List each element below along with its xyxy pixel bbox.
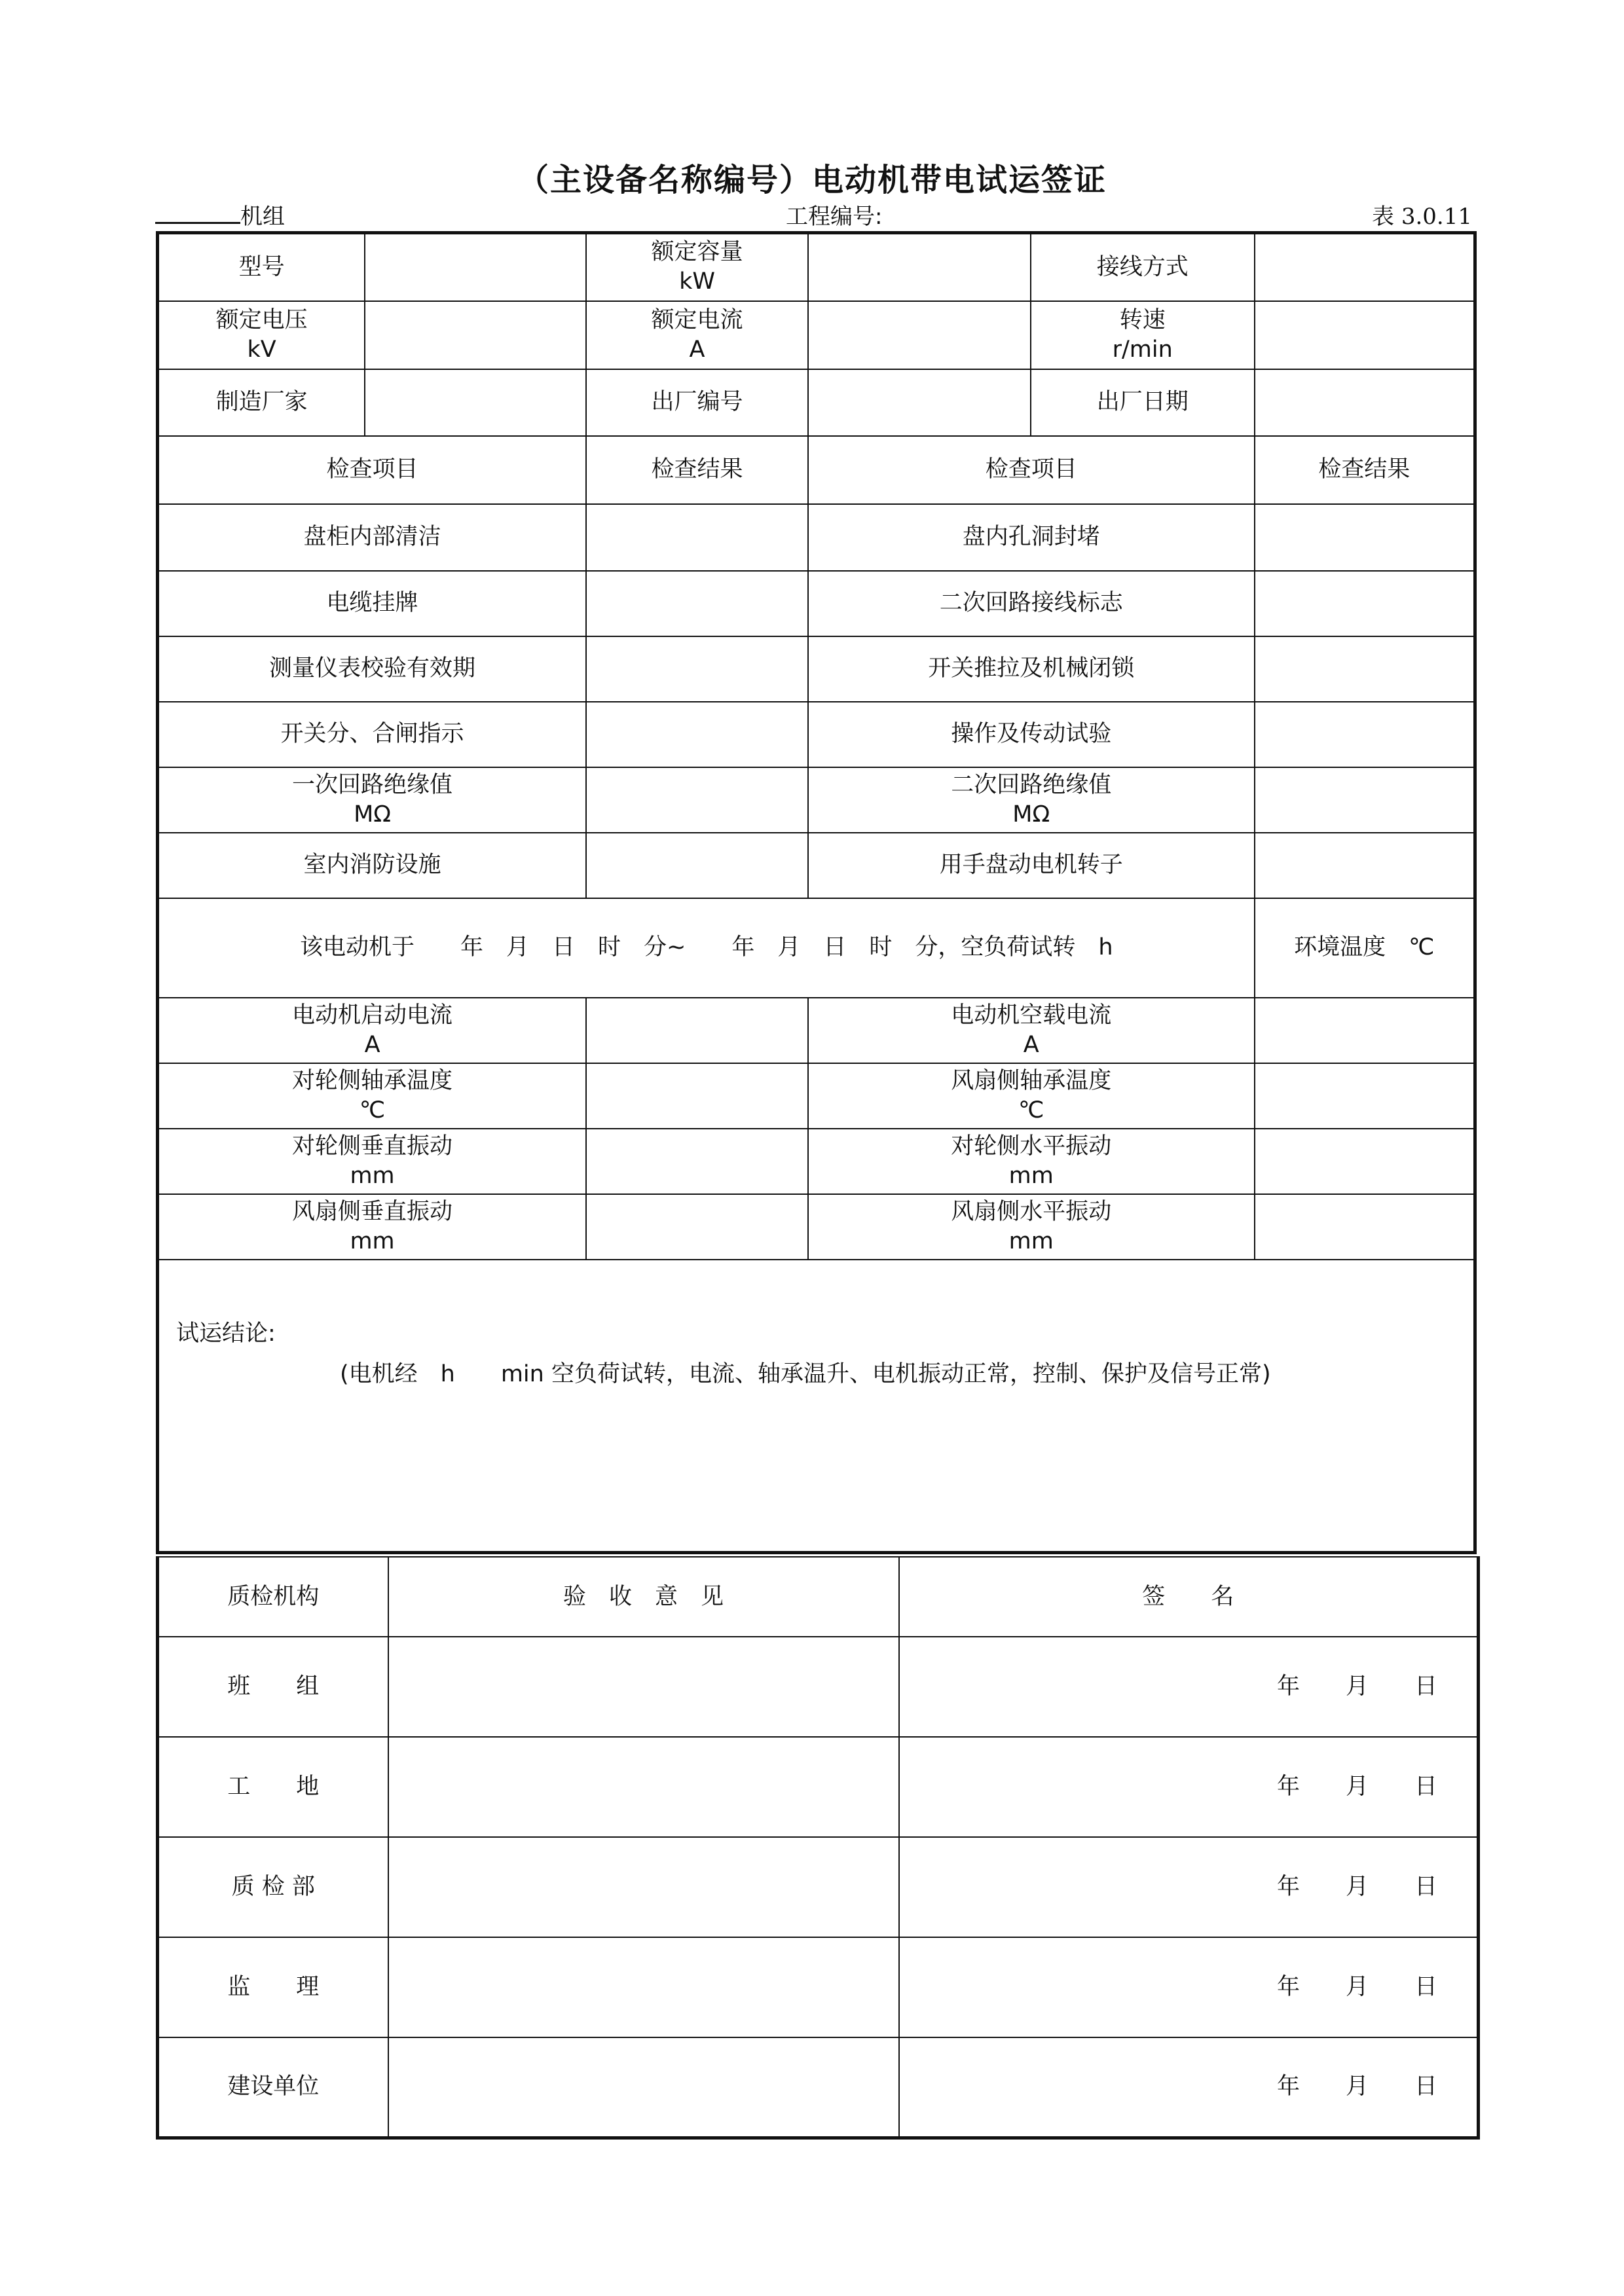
opinion-header: 验 收 意 见: [388, 1557, 899, 1637]
conclusion-text: (电机经 h min 空负荷试转，电流、轴承温升、电机振动正常，控制、保护及信号正常): [340, 1361, 1271, 1388]
signature-date-field[interactable]: 年 月 日: [899, 1937, 1479, 2037]
check-section: [158, 436, 1475, 898]
result-input[interactable]: [586, 636, 808, 702]
signature-date-field[interactable]: 年 月 日: [899, 1737, 1479, 1837]
item-label: 电动机启动电流 A: [158, 998, 587, 1063]
item-label: 用手盘动电机转子: [808, 833, 1255, 898]
item-label: 二次回路接线标志: [808, 571, 1255, 636]
check-row: [158, 702, 1475, 767]
result-input[interactable]: [586, 833, 808, 898]
measurement-row: [158, 1194, 1475, 1260]
unit-label: 机组: [240, 204, 285, 230]
page-title: （主设备名称编号）电动机带电试运签证: [517, 162, 1107, 198]
opinion-input[interactable]: [388, 2037, 899, 2138]
result-input[interactable]: [586, 504, 808, 571]
item-label: 测量仪表校验有效期: [158, 636, 587, 702]
signature-row: [158, 1737, 1479, 1837]
result-input[interactable]: [586, 998, 808, 1063]
result-input[interactable]: [1255, 767, 1475, 833]
ambient-temperature-cell[interactable]: 环境温度 ℃: [1255, 898, 1475, 998]
spec-value-input[interactable]: [808, 301, 1031, 369]
measurement-row: [158, 1129, 1475, 1194]
result-input[interactable]: [586, 702, 808, 767]
spec-label: 型号: [158, 233, 365, 301]
org-label: 班 组: [158, 1637, 388, 1737]
item-label: 风扇侧水平振动 mm: [808, 1194, 1255, 1260]
item-label: 对轮侧轴承温度 ℃: [158, 1063, 587, 1129]
inspection-table: [156, 231, 1477, 1554]
item-label: 对轮侧水平振动 mm: [808, 1129, 1255, 1194]
org-label: 建设单位: [158, 2037, 388, 2138]
spec-value-input[interactable]: [808, 369, 1031, 436]
spec-value-input[interactable]: [365, 233, 586, 301]
spec-label: 接线方式: [1031, 233, 1255, 301]
item-label: 二次回路绝缘值 MΩ: [808, 767, 1255, 833]
signature-date-field[interactable]: 年 月 日: [899, 2037, 1479, 2138]
check-item-header: 检查项目: [158, 436, 587, 504]
opinion-input[interactable]: [388, 1837, 899, 1937]
signature-row: [158, 2037, 1479, 2138]
spec-value-input[interactable]: [1255, 301, 1475, 369]
spec-value-input[interactable]: [808, 233, 1031, 301]
form-number: 表 3.0.11: [1372, 204, 1472, 230]
opinion-input[interactable]: [388, 1737, 899, 1837]
signature-date-field[interactable]: 年 月 日: [899, 1837, 1479, 1937]
org-header: 质检机构: [158, 1557, 388, 1637]
org-label: 工 地: [158, 1737, 388, 1837]
runtime-section: [158, 898, 1475, 998]
spec-label: 出厂日期: [1031, 369, 1255, 436]
item-label: 盘内孔洞封堵: [808, 504, 1255, 571]
unit-field: [155, 198, 285, 230]
item-label: 开关分、合闸指示: [158, 702, 587, 767]
result-input[interactable]: [1255, 702, 1475, 767]
measurement-row: [158, 998, 1475, 1063]
item-label: 操作及传动试验: [808, 702, 1255, 767]
spec-label: 出厂编号: [586, 369, 808, 436]
check-item-header: 检查项目: [808, 436, 1255, 504]
result-input[interactable]: [1255, 1063, 1475, 1129]
check-row: [158, 571, 1475, 636]
measurement-section: [158, 998, 1475, 1260]
signature-header: 签 名: [899, 1557, 1479, 1637]
spec-section: [158, 233, 1475, 436]
spec-value-input[interactable]: [365, 301, 586, 369]
result-input[interactable]: [586, 767, 808, 833]
conclusion-cell[interactable]: [158, 1260, 1475, 1553]
conclusion-label: 试运结论:: [176, 1320, 276, 1347]
item-label: 风扇侧轴承温度 ℃: [808, 1063, 1255, 1129]
unit-blank[interactable]: [155, 202, 240, 224]
org-label: 监 理: [158, 1937, 388, 2037]
spec-row: [158, 233, 1475, 301]
result-input[interactable]: [586, 1194, 808, 1260]
result-input[interactable]: [586, 1129, 808, 1194]
measurement-row: [158, 1063, 1475, 1129]
check-row: [158, 767, 1475, 833]
result-input[interactable]: [1255, 504, 1475, 571]
signature-row: [158, 1937, 1479, 2037]
result-input[interactable]: [1255, 1194, 1475, 1260]
item-label: 风扇侧垂直振动 mm: [158, 1194, 587, 1260]
check-row: [158, 504, 1475, 571]
spec-value-input[interactable]: [1255, 369, 1475, 436]
spec-label: 制造厂家: [158, 369, 365, 436]
spec-row: [158, 369, 1475, 436]
signature-table: [156, 1556, 1480, 2140]
opinion-input[interactable]: [388, 1637, 899, 1737]
item-label: 电动机空载电流 A: [808, 998, 1255, 1063]
item-label: 对轮侧垂直振动 mm: [158, 1129, 587, 1194]
result-input[interactable]: [1255, 998, 1475, 1063]
spec-label: 额定容量 kW: [586, 233, 808, 301]
signature-row: [158, 1837, 1479, 1937]
spec-label: 额定电流 A: [586, 301, 808, 369]
item-label: 室内消防设施: [158, 833, 587, 898]
spec-value-input[interactable]: [1255, 233, 1475, 301]
result-input[interactable]: [1255, 1129, 1475, 1194]
check-row: [158, 636, 1475, 702]
signature-date-field[interactable]: 年 月 日: [899, 1637, 1479, 1737]
item-label: 开关推拉及机械闭锁: [808, 636, 1255, 702]
spec-value-input[interactable]: [365, 369, 586, 436]
result-input[interactable]: [586, 571, 808, 636]
spec-label: 额定电压 kV: [158, 301, 365, 369]
result-input[interactable]: [1255, 571, 1475, 636]
item-label: 盘柜内部清洁: [158, 504, 587, 571]
item-label: 一次回路绝缘值 MΩ: [158, 767, 587, 833]
project-number-label: 工程编号:: [786, 204, 883, 230]
check-result-header: 检查结果: [1255, 436, 1475, 504]
spec-label: 转速 r/min: [1031, 301, 1255, 369]
run-time-cell[interactable]: 该电动机于 年 月 日 时 分~ 年 月 日 时 分，空负荷试转 h: [158, 898, 1255, 998]
org-label: 质 检 部: [158, 1837, 388, 1937]
check-header-row: [158, 436, 1475, 504]
opinion-input[interactable]: [388, 1937, 899, 2037]
check-row: [158, 833, 1475, 898]
spec-row: [158, 301, 1475, 369]
item-label: 电缆挂牌: [158, 571, 587, 636]
result-input[interactable]: [586, 1063, 808, 1129]
conclusion-section: [158, 1260, 1475, 1553]
check-result-header: 检查结果: [586, 436, 808, 504]
result-input[interactable]: [1255, 833, 1475, 898]
result-input[interactable]: [1255, 636, 1475, 702]
signature-row: [158, 1637, 1479, 1737]
